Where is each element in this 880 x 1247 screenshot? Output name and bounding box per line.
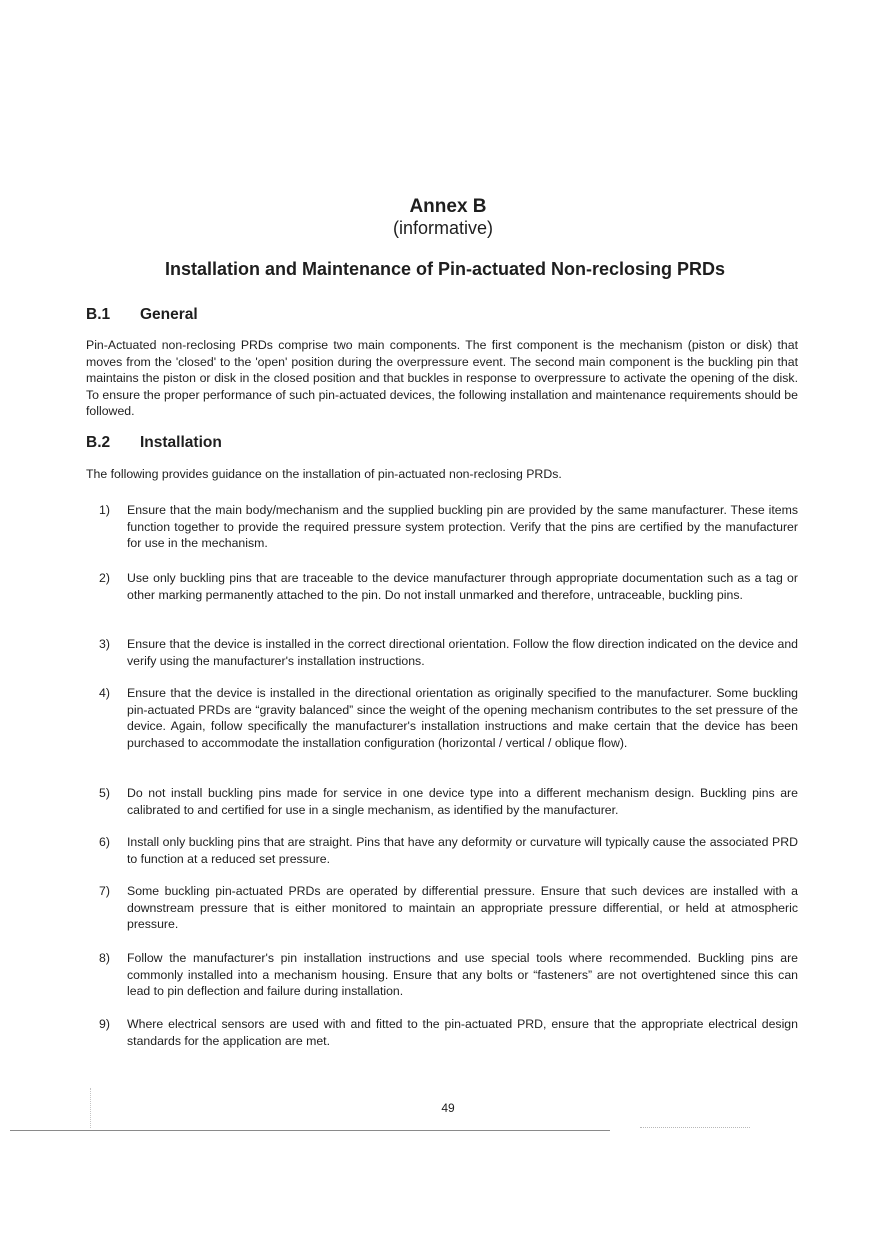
list-item-text: Ensure that the device is installed in the correct directional orientation. Follow the flow direction indicated on the device and verify using the manufacturer's installation instructions. [127,637,798,668]
list-item-text: Some buckling pin-actuated PRDs are operated by differential pressure. Ensure that such devices are installed with a downstream pressure that is either monitored to maintain an appropriate pressure differential, or held at atmospheric pressure. [127,884,798,931]
section-heading-installation [86,433,222,453]
section-number: B.1 [86,306,111,323]
list-item-number: 1) [99,503,110,517]
list-item [86,570,798,603]
list-item-text: Use only buckling pins that are traceable to the device manufacturer through appropriate documentation such as a tag or other marking permanently attached to the pin. Do not install unmarked and therefore, untraceable, buckling pins. [127,571,798,602]
list-item-number: 6) [99,835,110,849]
installation-intro: The following provides guidance on the installation of pin-actuated non-reclosing PRDs. [86,467,562,481]
list-item [86,502,798,552]
footer-divider [10,1130,610,1131]
annex-title: Annex B [409,196,487,217]
list-item-number: 8) [99,951,110,965]
list-item-text: Do not install buckling pins made for service in one device type into a different mechanism design. Buckling pins are calibrated to and certified for use in a single mechanism, as identified by the manufacturer. [127,786,798,817]
document-title: Installation and Maintenance of Pin-actuated Non-reclosing PRDs [164,259,726,279]
page-number: 49 [441,1101,455,1115]
section-number: B.2 [86,434,111,451]
list-item-number: 4) [99,686,110,700]
list-item-text: Ensure that the device is installed in the directional orientation as originally specified to the manufacturer. Some buckling pin-actuated PRDs are “gravity balanced” since the weight of the opening mechanism contributes to the set pressure of the device. Again, follow specifically the manufacturer's installation instructions and make certain that the device has been purchased to accommodate the installation configuration (horizontal / vertical / oblique flow). [127,686,798,750]
list-item [86,636,798,669]
list-item-number: 5) [99,786,110,800]
list-item-number: 2) [99,571,110,585]
list-item-text: Install only buckling pins that are straight. Pins that have any deformity or curvature will typically cause the associated PRD to function at a reduced set pressure. [127,835,798,866]
list-item-text: Ensure that the main body/mechanism and the supplied buckling pin are provided by the same manufacturer. These items function together to provide the required pressure system protection. Verify that the pins are certified by the manufacturer for use in the mechanism. [127,503,798,550]
list-item [86,1016,798,1049]
general-paragraph: Pin-Actuated non-reclosing PRDs comprise two main components. The first component is the mechanism (piston or disk) that moves from the 'closed' to the 'open' position during the overpressure event. The second main component is the buckling pin that maintains the piston or disk in the closed position and that buckles in response to overpressure to activate the opening of the disk. To ensure the proper performance of such pin-actuated devices, the following installation and maintenance requirements should be followed. [86,338,798,418]
section-title: General [140,306,198,323]
scan-artifact [90,1088,91,1128]
section-title: Installation [140,434,222,451]
annex-subtitle: (informative) [392,218,494,238]
list-item-text: Where electrical sensors are used with and fitted to the pin-actuated PRD, ensure that the appropriate electrical design standards for the application are met. [127,1017,798,1048]
list-item [86,685,798,751]
list-item [86,785,798,818]
list-item [86,883,798,933]
list-item-number: 9) [99,1017,110,1031]
list-item [86,834,798,867]
section-heading-general [86,305,198,325]
footer-dotted-rule [640,1127,750,1128]
list-item-number: 7) [99,884,110,898]
list-item [86,950,798,1000]
list-item-text: Follow the manufacturer's pin installation instructions and use special tools where recommended. Buckling pins are commonly installed into a mechanism housing. Ensure that any bolts or “fasteners” are not overtightened since this can lead to pin deflection and failure during installation. [127,951,798,998]
list-item-number: 3) [99,637,110,651]
